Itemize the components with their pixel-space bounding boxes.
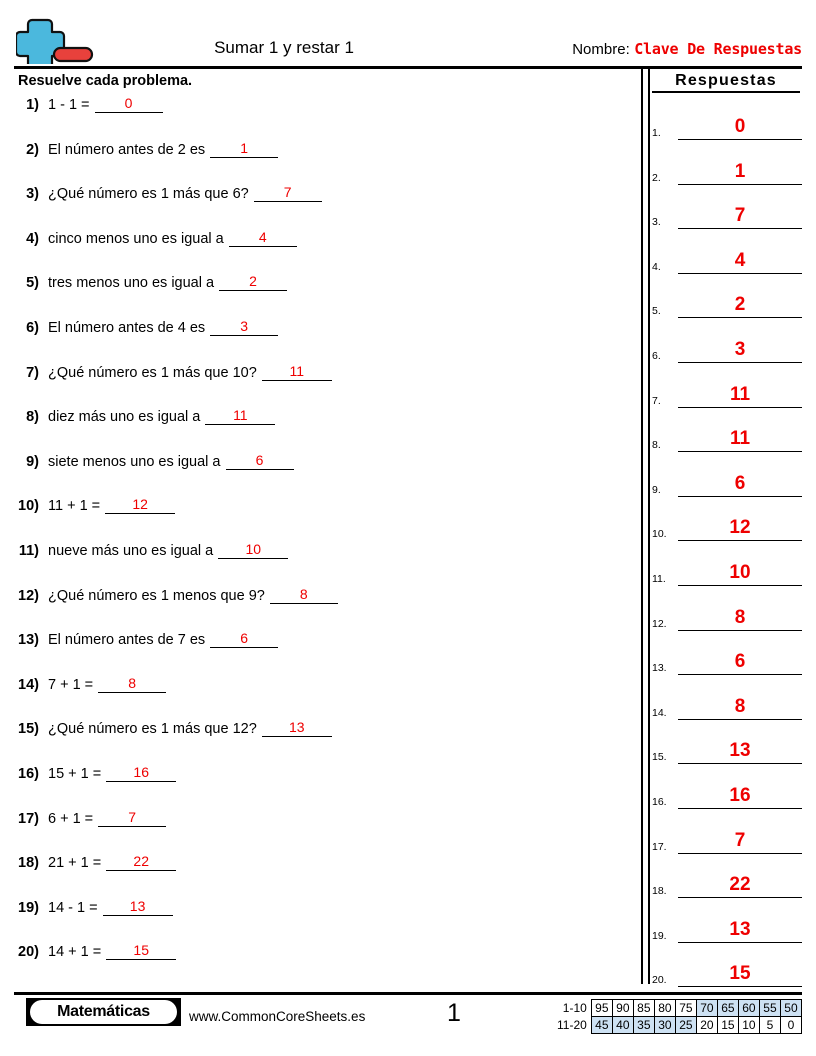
answer-key-value[interactable]: 6 <box>678 473 802 497</box>
answer-key-number: 17. <box>652 840 667 853</box>
answer-key-value[interactable]: 13 <box>678 740 802 764</box>
answer-key-value[interactable]: 7 <box>678 205 802 229</box>
answer-key-row <box>652 680 802 720</box>
answer-blank[interactable]: 2 <box>219 273 287 291</box>
problem-text: ¿Qué número es 1 más que 6? <box>48 186 249 203</box>
answer-blank[interactable]: 8 <box>270 586 338 604</box>
answer-key-number: 13. <box>652 662 667 675</box>
problem-row <box>14 854 634 880</box>
problem-text: 21 + 1 = <box>48 855 102 872</box>
answer-key-value[interactable]: 4 <box>678 250 802 274</box>
answer-key-number: 7. <box>652 394 661 407</box>
problems-column <box>14 70 634 980</box>
answer-key-value[interactable]: 8 <box>678 696 802 720</box>
score-table-cell: 35 <box>633 1017 654 1034</box>
answer-key-row <box>652 591 802 631</box>
problem-row <box>14 319 634 345</box>
answer-blank[interactable]: 1 <box>210 140 278 158</box>
answer-key-row <box>652 546 802 586</box>
answer-key-number: 20. <box>652 974 667 987</box>
problem-text: El número antes de 2 es <box>48 141 206 158</box>
problem-row <box>14 631 634 657</box>
answer-key-row <box>652 501 802 541</box>
problem-text: ¿Qué número es 1 más que 12? <box>48 721 257 738</box>
score-table-cell: 50 <box>780 1000 801 1017</box>
problem-row <box>14 141 634 167</box>
score-table-cell: 55 <box>759 1000 780 1017</box>
problem-number: 5) <box>26 275 39 292</box>
problem-row <box>14 943 634 969</box>
problem-number: 9) <box>26 453 39 470</box>
answer-key-row <box>652 189 802 229</box>
page-header <box>14 0 802 68</box>
answer-key-number: 15. <box>652 751 667 764</box>
problem-number: 10) <box>18 498 39 515</box>
problem-row <box>14 720 634 746</box>
page-number: 1 <box>447 999 461 1027</box>
score-table-cell: 85 <box>633 1000 654 1017</box>
answer-blank[interactable]: 10 <box>218 541 288 559</box>
score-table-cell: 20 <box>696 1017 717 1034</box>
problem-row <box>14 364 634 390</box>
problem-number: 3) <box>26 186 39 203</box>
answer-blank[interactable]: 7 <box>254 184 322 202</box>
answer-blank[interactable]: 4 <box>229 229 297 247</box>
problem-text: siete menos uno es igual a <box>48 453 221 470</box>
problem-text: 7 + 1 = <box>48 676 94 693</box>
problem-text: ¿Qué número es 1 menos que 9? <box>48 587 265 604</box>
name-value: Clave De Respuestas <box>634 40 802 58</box>
answer-key-number: 5. <box>652 305 661 318</box>
answer-blank[interactable]: 3 <box>210 318 278 336</box>
answer-blank[interactable]: 13 <box>103 898 173 916</box>
answer-key-value[interactable]: 7 <box>678 830 802 854</box>
answer-key-row <box>652 947 802 987</box>
problem-row <box>14 274 634 300</box>
answer-blank[interactable]: 11 <box>262 363 332 381</box>
answer-key-row <box>652 278 802 318</box>
score-table-cell: 15 <box>717 1017 738 1034</box>
answer-key-number: 1. <box>652 127 661 139</box>
score-table-cell: 5 <box>759 1017 780 1034</box>
answer-key-value[interactable]: 1 <box>678 161 802 185</box>
answer-key-number: 8. <box>652 439 661 452</box>
score-table-cell: 45 <box>591 1017 612 1034</box>
brand-pill <box>30 1000 177 1024</box>
page-title: Sumar 1 y restar 1 <box>214 38 354 57</box>
answer-key-value[interactable]: 2 <box>678 294 802 318</box>
problem-number: 17) <box>18 810 39 827</box>
score-table-cell: 10 <box>738 1017 759 1034</box>
score-table-cell: 65 <box>717 1000 738 1017</box>
answer-key-value[interactable]: 0 <box>678 116 802 140</box>
problem-text: El número antes de 7 es <box>48 632 206 649</box>
score-table-cell: 80 <box>654 1000 675 1017</box>
answer-key-value[interactable]: 3 <box>678 339 802 363</box>
score-table-row <box>557 1017 802 1034</box>
column-divider-left <box>641 68 643 984</box>
problem-number: 15) <box>18 721 39 738</box>
brand-logo <box>26 998 181 1026</box>
problem-number: 8) <box>26 409 39 426</box>
problem-text: 15 + 1 = <box>48 766 102 782</box>
answer-key-number: 19. <box>652 929 667 942</box>
problem-row <box>14 96 634 122</box>
answer-key-row <box>652 814 802 854</box>
answer-key-value[interactable]: 8 <box>678 607 802 631</box>
score-table-cell: 90 <box>612 1000 633 1017</box>
header-divider <box>14 66 802 69</box>
answer-blank[interactable]: 22 <box>106 853 176 871</box>
answer-key-number: 18. <box>652 885 667 898</box>
answer-key-value[interactable]: 15 <box>678 963 802 987</box>
score-table-cell: 30 <box>654 1017 675 1034</box>
answer-key-value[interactable]: 13 <box>678 919 802 943</box>
problem-text: 6 + 1 = <box>48 810 94 827</box>
problem-number: 6) <box>26 320 39 336</box>
problem-text: tres menos uno es igual a <box>48 275 215 292</box>
answer-key-row <box>652 323 802 363</box>
answer-key-row <box>652 903 802 943</box>
answer-key-value[interactable]: 10 <box>678 562 802 586</box>
answer-key-row <box>652 724 802 764</box>
answer-key-row <box>652 145 802 185</box>
score-table-row <box>557 1000 802 1017</box>
answer-key-value[interactable]: 12 <box>678 517 802 541</box>
problem-row <box>14 453 634 479</box>
answer-blank[interactable]: 6 <box>226 452 294 470</box>
answer-key-value[interactable]: 11 <box>678 428 802 452</box>
answer-key-value[interactable]: 16 <box>678 785 802 809</box>
score-table-cell: 75 <box>675 1000 696 1017</box>
answer-key-column <box>652 70 802 987</box>
answer-key-number: 14. <box>652 706 667 719</box>
answer-key-number: 10. <box>652 528 667 541</box>
answer-blank[interactable]: 12 <box>105 496 175 514</box>
problem-row <box>14 899 634 925</box>
problem-number: 2) <box>26 141 39 158</box>
answer-key-row <box>652 858 802 898</box>
score-table-cell: 70 <box>696 1000 717 1017</box>
problem-number: 4) <box>26 230 39 247</box>
problem-row <box>14 230 634 256</box>
answer-key-number: 2. <box>652 171 661 184</box>
score-table-row-label: 1-10 <box>562 1001 587 1015</box>
problem-number: 16) <box>18 766 39 782</box>
brand-label: Matemáticas <box>57 1003 150 1020</box>
problem-number: 19) <box>18 899 39 916</box>
score-table <box>557 999 802 1034</box>
answer-blank[interactable]: 0 <box>95 95 163 113</box>
problem-number: 1) <box>26 97 39 113</box>
answer-key-number: 12. <box>652 617 667 630</box>
answer-key-number: 9. <box>652 483 661 496</box>
site-url: www.CommonCoreSheets.es <box>189 1009 366 1024</box>
problem-row <box>14 676 634 702</box>
answer-blank[interactable]: 8 <box>98 675 166 693</box>
answer-key-row <box>652 234 802 274</box>
answer-key-heading: Respuestas <box>652 72 800 93</box>
answer-blank[interactable]: 7 <box>98 809 166 827</box>
score-table-cell: 0 <box>780 1017 801 1034</box>
answer-blank[interactable]: 13 <box>262 719 332 737</box>
answer-blank[interactable]: 6 <box>210 630 278 648</box>
answer-blank[interactable]: 16 <box>106 764 176 782</box>
answer-key-number: 11. <box>652 573 666 585</box>
problem-row <box>14 587 634 613</box>
score-table-grid <box>557 999 802 1034</box>
score-table-cell: 60 <box>738 1000 759 1017</box>
problem-number: 18) <box>18 855 39 872</box>
problem-number: 20) <box>18 944 39 961</box>
answer-key-number: 4. <box>652 260 661 273</box>
answer-key-row <box>652 769 802 809</box>
problem-row <box>14 810 634 836</box>
problem-text: 14 - 1 = <box>48 899 98 916</box>
problem-text: 1 - 1 = <box>48 97 90 113</box>
answer-key-number: 16. <box>652 796 667 808</box>
answer-key-row <box>652 457 802 497</box>
answer-key-value[interactable]: 11 <box>678 384 802 408</box>
problem-text: nueve más uno es igual a <box>48 543 214 559</box>
answer-key-row <box>652 368 802 408</box>
problem-text: diez más uno es igual a <box>48 409 201 426</box>
answer-key-row <box>652 635 802 675</box>
name-field <box>572 40 802 59</box>
answer-blank[interactable]: 15 <box>106 942 176 960</box>
answer-key-row <box>652 100 802 140</box>
answer-key-row <box>652 412 802 452</box>
problem-text: ¿Qué número es 1 más que 10? <box>48 364 257 381</box>
score-table-row-label: 11-20 <box>557 1018 587 1032</box>
problem-text: 14 + 1 = <box>48 944 102 961</box>
score-table-cell: 40 <box>612 1017 633 1034</box>
problem-number: 13) <box>18 632 39 649</box>
problem-number: 11) <box>18 543 39 559</box>
problem-number: 7) <box>26 364 39 381</box>
instructions-text: Resuelve cada problema. <box>18 73 193 89</box>
answer-blank[interactable]: 11 <box>205 407 275 425</box>
problem-text: El número antes de 4 es <box>48 320 206 336</box>
column-divider-right <box>648 68 650 984</box>
answer-key-value[interactable]: 6 <box>678 651 802 675</box>
problem-text: 11 + 1 = <box>48 498 101 515</box>
problem-number: 14) <box>18 676 39 693</box>
name-label: Nombre: <box>572 41 630 58</box>
problem-row <box>14 408 634 434</box>
answer-key-value[interactable]: 22 <box>678 874 802 898</box>
answer-key-number: 3. <box>652 216 661 229</box>
problem-row <box>14 497 634 523</box>
problem-text: cinco menos uno es igual a <box>48 230 224 247</box>
problem-row <box>14 765 634 791</box>
score-table-cell: 25 <box>675 1017 696 1034</box>
page-footer <box>14 995 802 1041</box>
answer-key-number: 6. <box>652 350 661 362</box>
score-table-cell: 95 <box>591 1000 612 1017</box>
problem-number: 12) <box>18 587 39 604</box>
problem-row <box>14 185 634 211</box>
problem-row <box>14 542 634 568</box>
